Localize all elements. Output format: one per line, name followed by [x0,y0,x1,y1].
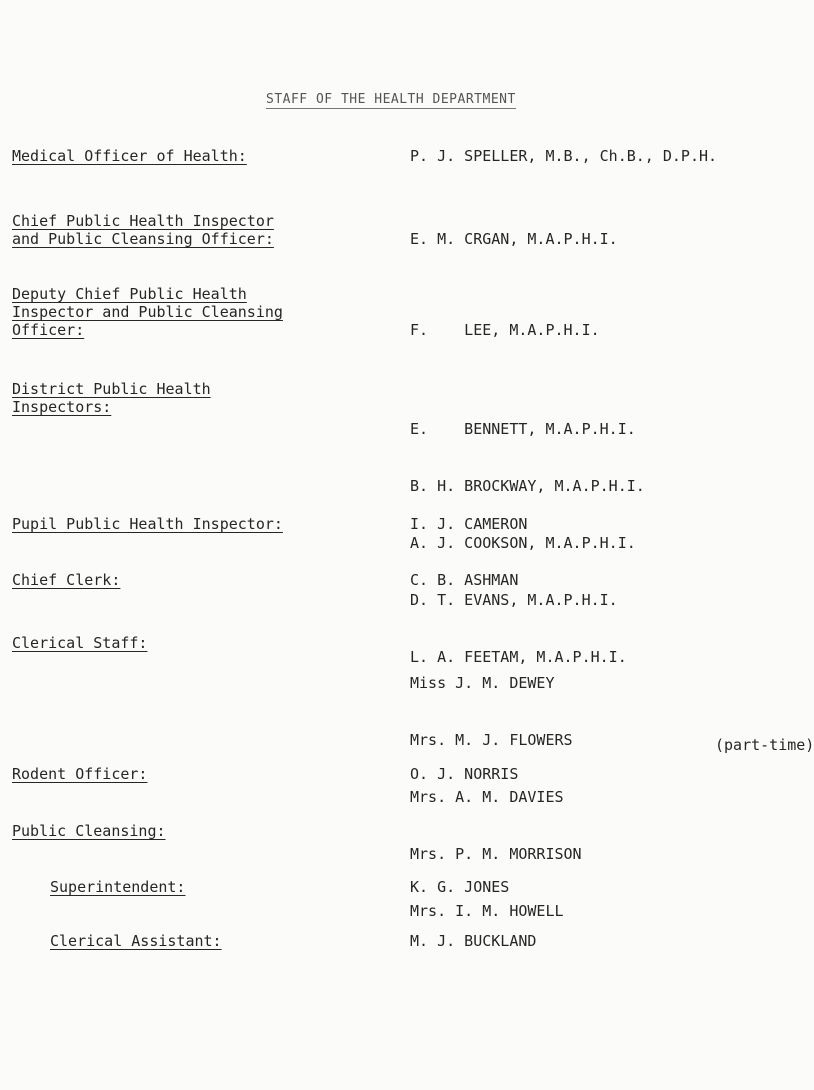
chief-inspector-label-line2: and Public Cleansing Officer: [12,230,274,248]
list-item: E. BENNETT, M.A.P.H.I. [410,420,636,438]
superintendent-label: Superintendent: [50,878,186,896]
pupil-value: I. J. CAMERON [410,515,528,533]
chief-inspector-value: E. M. CRGAN, M.A.P.H.I. [410,230,618,248]
list-item: D. T. EVANS, M.A.P.H.I. [410,591,618,609]
deputy-value: F. LEE, M.A.P.H.I. [410,321,600,339]
rodent-value: O. J. NORRIS [410,765,519,783]
deputy-label-line1: Deputy Chief Public Health [12,285,247,303]
chief-clerk-value: C. B. ASHMAN [410,571,519,589]
district-label-line2: Inspectors: [12,398,112,416]
superintendent-value: K. G. JONES [410,878,510,896]
moh-label: Medical Officer of Health: [12,147,247,165]
list-item: Mrs. M. J. FLOWERS [410,731,573,749]
list-item: Mrs. I. M. HOWELL [410,902,564,920]
list-item: B. H. BROCKWAY, M.A.P.H.I. [410,477,645,495]
list-item: A. J. COOKSON, M.A.P.H.I. [410,534,636,552]
deputy-label-line3: Officer: [12,321,85,339]
clerical-assistant-label: Clerical Assistant: [50,932,222,950]
public-cleansing-heading: Public Cleansing: [12,822,166,840]
chief-clerk-label: Chief Clerk: [12,571,121,589]
clerical-label: Clerical Staff: [12,634,148,652]
deputy-label-line2: Inspector and Public Cleansing [12,303,283,321]
list-item: Mrs. P. M. MORRISON [410,845,582,863]
part-time-note: (part-time) [715,736,814,754]
chief-inspector-label-line1: Chief Public Health Inspector [12,212,274,230]
pupil-label: Pupil Public Health Inspector: [12,515,283,533]
moh-value: P. J. SPELLER, M.B., Ch.B., D.P.H. [410,147,718,165]
clerical-staff-list [410,635,582,960]
list-item: L. A. FEETAM, M.A.P.H.I. [410,648,627,666]
list-item: Miss J. M. DEWEY [410,674,555,692]
district-label-line1: District Public Health [12,380,211,398]
page-title: STAFF OF THE HEALTH DEPARTMENT [266,92,516,107]
rodent-label: Rodent Officer: [12,765,148,783]
list-item: Mrs. A. M. DAVIES [410,788,564,806]
clerical-assistant-value: M. J. BUCKLAND [410,932,537,950]
